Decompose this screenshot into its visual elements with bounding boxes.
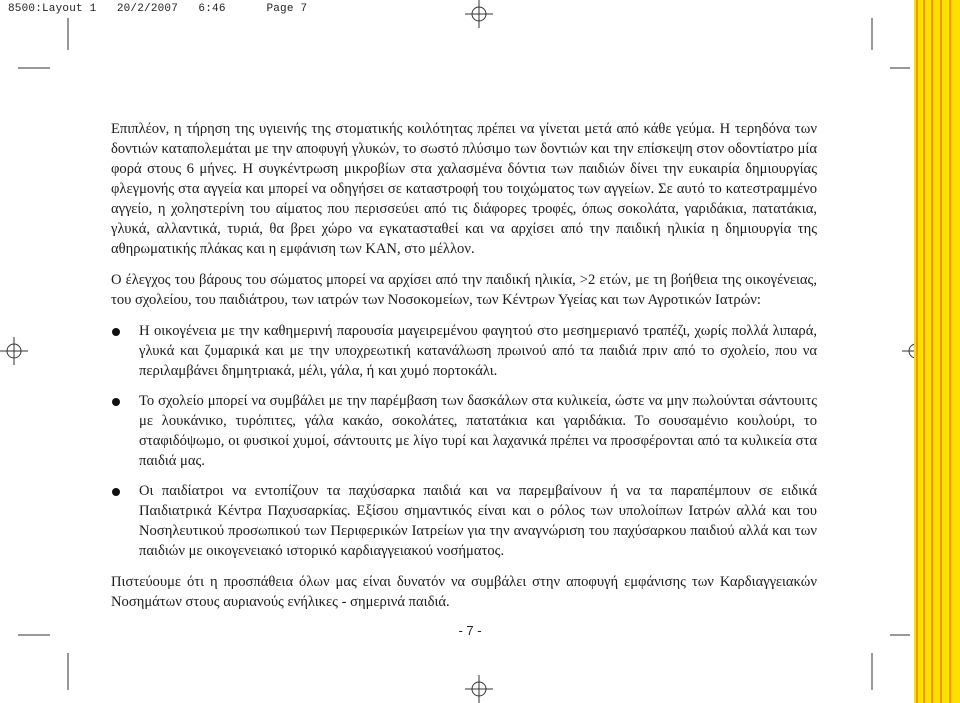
bullet-icon <box>112 488 120 496</box>
registration-mark-bottom <box>465 675 493 703</box>
bullet-icon <box>112 398 120 406</box>
registration-mark-left <box>0 337 28 365</box>
registration-mark-top <box>465 0 493 28</box>
list-item <box>111 481 817 561</box>
decorative-side-stripes <box>914 0 960 703</box>
paragraph-oral-hygiene: Επιπλέον, η τήρηση της υγιεινής της στοματικής κοιλότητας πρέπει να γίνεται μετά από κάθε γεύμα. Η τερηδόνα των δοντιών καταπολεμάται με την αποφυγή γλυκών, το σωστό πλύσιμο των δοντιών και την επίσκεψη στον οδοντίατρο μία φορά στους 6 μήνες. Η συγκέντρωση μικροβίων στα χαλασμένα δόντια των παιδιών δίνει την ευκαιρία δημιουργίας φλεγμονής στα αγγεία και μπορεί να οδηγήσει σε καταστροφή του τοιχώματος των αγγείων. Σε αυτό το κατεστραμμένο αγγείο, η χοληστερίνη του αίματος που περισσεύει από τις διάφορες τροφές, όπως σοκολάτα, γαριδάκια, πατατάκια, γλυκά, αλλαντικά, τυριά, θα βρει χώρο να εγκατασταθεί και να αρχίσει από την παιδική ηλικία η δημιουργία της αθηρωματικής πλάκας και η εμφάνιση των ΚΑΝ, στο μέλλον. <box>111 121 817 257</box>
list-item <box>111 321 817 381</box>
print-slug-line: 8500:Layout 1 20/2/2007 6:46 Page 7 <box>8 3 308 15</box>
list-item-text: Η οικογένεια με την καθημερινή παρουσία μαγειρεμένου φαγητού στο μεσημεριανό τραπέζι, χωρίς πολλά λιπαρά, γλυκά και ζυμαρικά και με την υποχρεωτική κατανάλωση πρωινού από τα παιδιά πριν από το σχολείο, που να περιλαμβάνει δημητριακά, μέλι, γάλα, ή και χυμό πορτοκάλι. <box>139 323 817 379</box>
page-body <box>111 119 817 623</box>
list-item-text: Οι παιδίατροι να εντοπίζουν τα παχύσαρκα παιδιά και να παρεμβαίνουν ή να τα παραπέμπουν σε ειδικά Παιδιατρικά Κέντρα Παχυσαρκίας. Εξίσου σημαντικός είναι και ο ρόλος των υπολοίπων Ιατρών αλλά και του Νοσηλευτικού προσωπικού των Περιφερικών Ιατρείων για την αναγνώριση του παχύσαρκου παιδιού αλλά και των παιδιών με οικογενειακό ιστορικό καρδιαγγειακού νοσήματος. <box>139 483 817 559</box>
list-item <box>111 391 817 471</box>
bullet-icon <box>112 328 120 336</box>
recommendations-list <box>111 321 817 561</box>
list-item-text: Το σχολείο μπορεί να συμβάλει με την παρέμβαση των δασκάλων στα κυλικεία, ώστε να μην πωλούνται σάντουιτς με λουκάνικο, τυρόπιτες, γάλα κακάο, σοκολάτες, πατατάκια και γαριδάκια. Το σουσαμένιο κουλούρι, το σταφιδόψωμο, οι φυσικοί χυμοί, σάντουιτς με λίγο τυρί και λαχανικά πρέπει να προσφέρονται από τα κυλικεία στα παιδιά μας. <box>139 393 817 469</box>
page-number: - 7 - <box>458 623 482 638</box>
registration-mark-right <box>902 337 930 365</box>
paragraph-conclusion: Πιστεύουμε ότι η προσπάθεια όλων μας είναι δυνατόν να συμβάλει στην αποφυγή εμφάνισης των Καρδιαγγειακών Νοσημάτων στους αυριανούς ενήλικες - σημερινά παιδιά. <box>111 574 817 610</box>
paragraph-weight-control: Ο έλεγχος του βάρους του σώματος μπορεί να αρχίσει από την παιδική ηλικία, >2 ετών, με τη βοήθεια της οικογένειας, του σχολείου, του παιδιάτρου, των ιατρών των Νοσοκομείων, των Κέντρων Υγείας και των Αγροτικών Ιατρών: <box>111 272 817 308</box>
